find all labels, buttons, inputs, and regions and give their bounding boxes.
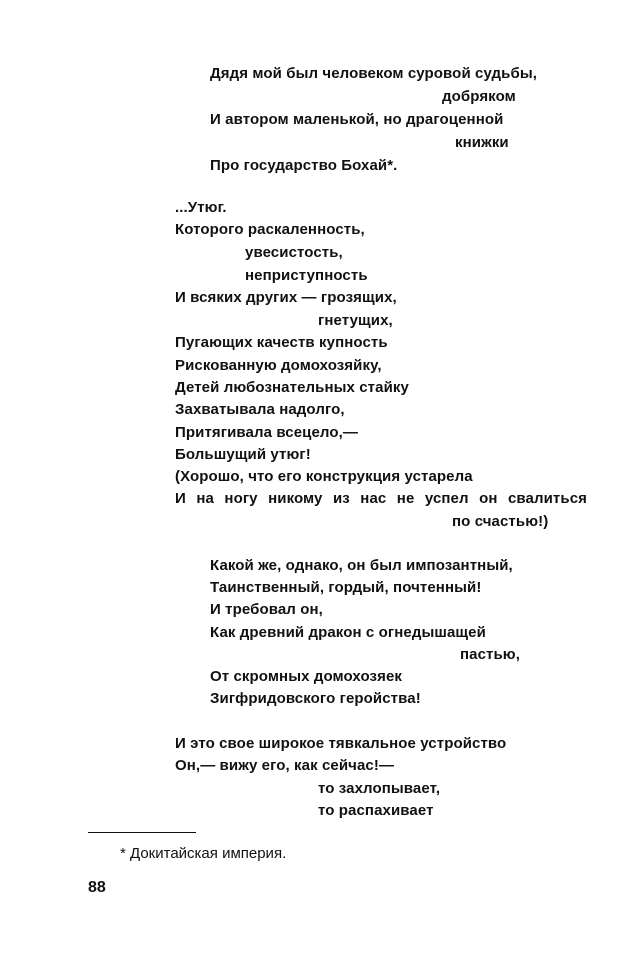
verse-line: Какой же, однако, он был импозантный,: [210, 557, 513, 574]
verse-line: Про государство Бохай*.: [210, 157, 398, 174]
verse-line: Зигфридовского геройства!: [210, 690, 421, 707]
verse-line: И автором маленькой, но драгоценной: [210, 111, 504, 128]
verse-line: Притягивала всецело,—: [175, 424, 358, 441]
verse-line: И всяких других — грозящих,: [175, 289, 397, 306]
verse-line: Которого раскаленность,: [175, 221, 365, 238]
verse-line: И это свое широкое тявкальное устройство: [175, 735, 507, 752]
footnote-divider: [88, 832, 196, 833]
verse-line: (Хорошо, что его конструкция устарела: [175, 468, 473, 485]
verse-line: Как древний дракон с огнедышащей: [210, 624, 486, 641]
verse-line: увесистость,: [245, 244, 343, 261]
verse-line: Он,— вижу его, как сейчас!—: [175, 757, 395, 774]
verse-line: гнетущих,: [318, 312, 393, 329]
verse-line: то захлопывает,: [318, 780, 441, 797]
verse-line: Дядя мой был человеком суровой судьбы,: [210, 65, 538, 82]
verse-line: книжки: [455, 134, 509, 151]
verse-line: Детей любознательных стайку: [175, 379, 409, 396]
page-number: 88: [88, 879, 106, 896]
verse-line: пастью,: [460, 646, 520, 663]
verse-line: ...Утюг.: [175, 199, 227, 216]
verse-line: неприступность: [245, 267, 368, 284]
verse-line: то распахивает: [318, 802, 434, 819]
verse-line: Большущий утюг!: [175, 446, 311, 463]
verse-line: по счастью!): [452, 513, 549, 530]
verse-line: От скромных домохозяек: [210, 668, 402, 685]
verse-line: Захватывала надолго,: [175, 401, 345, 418]
verse-line: Рискованную домохозяйку,: [175, 357, 382, 374]
footnote: * Докитайская империя.: [120, 845, 287, 862]
verse-line: Пугающих качеств купность: [175, 334, 388, 351]
verse-line: добряком: [442, 88, 516, 105]
verse-line: И требовал он,: [210, 601, 323, 618]
verse-line: Таинственный, гордый, почтенный!: [210, 579, 482, 596]
verse-line: И на ногу никому из нас не успел он свалиться: [175, 490, 587, 507]
